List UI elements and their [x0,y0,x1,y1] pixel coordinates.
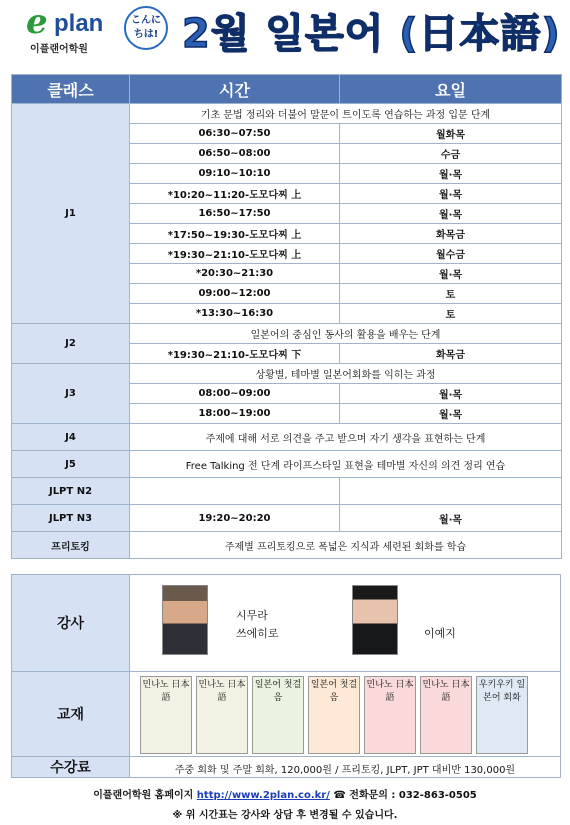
header-time: 시간 [130,75,340,104]
book-cover: 민나노 日本語 [364,676,416,754]
teachers-section [11,574,561,672]
day-cell: 월·목 [340,164,562,184]
time-cell: *13:30~16:30 [130,304,340,324]
bubble-line-1: こんに [131,15,161,26]
teacher-photo [162,585,208,655]
logo-e: e [26,2,48,42]
level-freetalking: 프리토킹 [12,532,130,559]
table-row [12,532,562,559]
day-cell: 월·목 [340,384,562,404]
greeting-bubble [124,6,168,50]
table-row [12,104,562,124]
header-day: 요일 [340,75,562,104]
time-cell: *19:30~21:10-도모다찌 下 [130,344,340,364]
day-cell: 월·목 [340,184,562,204]
table-row [12,478,562,505]
teacher-name: 이예지 [424,627,456,640]
time-cell [130,478,340,505]
teacher-photo [352,585,398,655]
footer-prefix: 이플랜어학원 홈페이지 [93,790,194,801]
teacher-name-line1: 시무라 [236,609,268,622]
table-row [12,364,562,384]
books-section [11,671,561,757]
phone-info: ☎ 전화문의 : 032-863-0505 [333,790,477,801]
day-cell: 화목금 [340,344,562,364]
day-cell: 월·목 [340,505,562,532]
teacher-name-line2: 쓰에히로 [236,627,279,640]
time-cell: *10:20~11:20-도모다찌 上 [130,184,340,204]
book-cover: 우키우키 일본어 회화 [476,676,528,754]
page-title: 2월 일본어 (日本語) [182,11,561,57]
book-cover: 민나노 日本語 [140,676,192,754]
day-cell: 수금 [340,144,562,164]
teacher-name [236,607,279,643]
book-cover: 일본어 첫걸음 [252,676,304,754]
time-cell: 16:50~17:50 [130,204,340,224]
fee-text: 주중 회화 및 주말 회화, 120,000원 / 프리토킹, JLPT, JPT 대비반 130,000원 [174,765,516,776]
level-desc: 상황별, 테마별 일본어회화를 익히는 과정 [130,364,562,384]
level-j3: J3 [12,364,130,424]
level-desc: 주제에 대해 서로 의견을 주고 받으며 자기 생각을 표현하는 단계 [130,424,562,451]
time-cell: 06:30~07:50 [130,124,340,144]
logo-plan: plan [54,10,104,37]
time-cell: 18:00~19:00 [130,404,340,424]
day-cell: 월·목 [340,404,562,424]
level-desc: Free Talking 전 단계 라이프스타일 표현을 테마별 자신의 의견 정리 연습 [130,451,562,478]
book-cover: 일본어 첫걸음 [308,676,360,754]
time-cell: 08:00~09:00 [130,384,340,404]
day-cell: 화목금 [340,224,562,244]
time-cell: *20:30~21:30 [130,264,340,284]
teachers-label: 강사 [12,575,130,671]
level-j4: J4 [12,424,130,451]
level-j1: J1 [12,104,130,324]
time-cell: 19:20~20:20 [130,505,340,532]
schedule-table [11,74,562,559]
day-cell: 월수금 [340,244,562,264]
level-n3: JLPT N3 [12,505,130,532]
footer-note: ※ 위 시간표는 강사와 상담 후 변경될 수 있습니다. [172,810,398,821]
homepage-link[interactable]: http://www.2plan.co.kr/ [196,790,330,801]
level-n2: JLPT N2 [12,478,130,505]
time-cell: 06:50~08:00 [130,144,340,164]
footer-contact [0,786,570,801]
header [0,0,570,64]
day-cell: 토 [340,304,562,324]
time-cell: *19:30~21:10-도모다찌 上 [130,244,340,264]
books-label: 교재 [12,672,130,756]
level-j5: J5 [12,451,130,478]
time-cell: *17:50~19:30-도모다찌 上 [130,224,340,244]
day-cell: 월·목 [340,264,562,284]
level-desc: 기초 문법 정리와 더불어 말문이 트이도록 연습하는 과정 입문 단계 [130,104,562,124]
book-cover: 민나노 日本語 [420,676,472,754]
table-row [12,505,562,532]
time-cell: 09:00~12:00 [130,284,340,304]
eplan-logo [22,4,118,60]
fee-label: 수강료 [12,757,130,777]
header-class: 클래스 [12,75,130,104]
time-cell: 09:10~10:10 [130,164,340,184]
day-cell: 월·목 [340,204,562,224]
book-cover: 민나노 日本語 [196,676,248,754]
level-desc: 주제별 프리토킹으로 폭넓은 지식과 세련된 회화를 학습 [130,532,562,559]
fee-section [11,756,561,778]
day-cell: 토 [340,284,562,304]
table-row [12,451,562,478]
day-cell [340,478,562,505]
logo-subtitle: 이플랜어학원 [30,44,88,55]
table-row [12,424,562,451]
level-j2: J2 [12,324,130,364]
day-cell: 월화목 [340,124,562,144]
table-row [12,324,562,344]
table-header-row [12,75,562,104]
bubble-line-2: ちは! [133,29,159,40]
level-desc: 일본어의 중심인 동사의 활용을 배우는 단계 [130,324,562,344]
